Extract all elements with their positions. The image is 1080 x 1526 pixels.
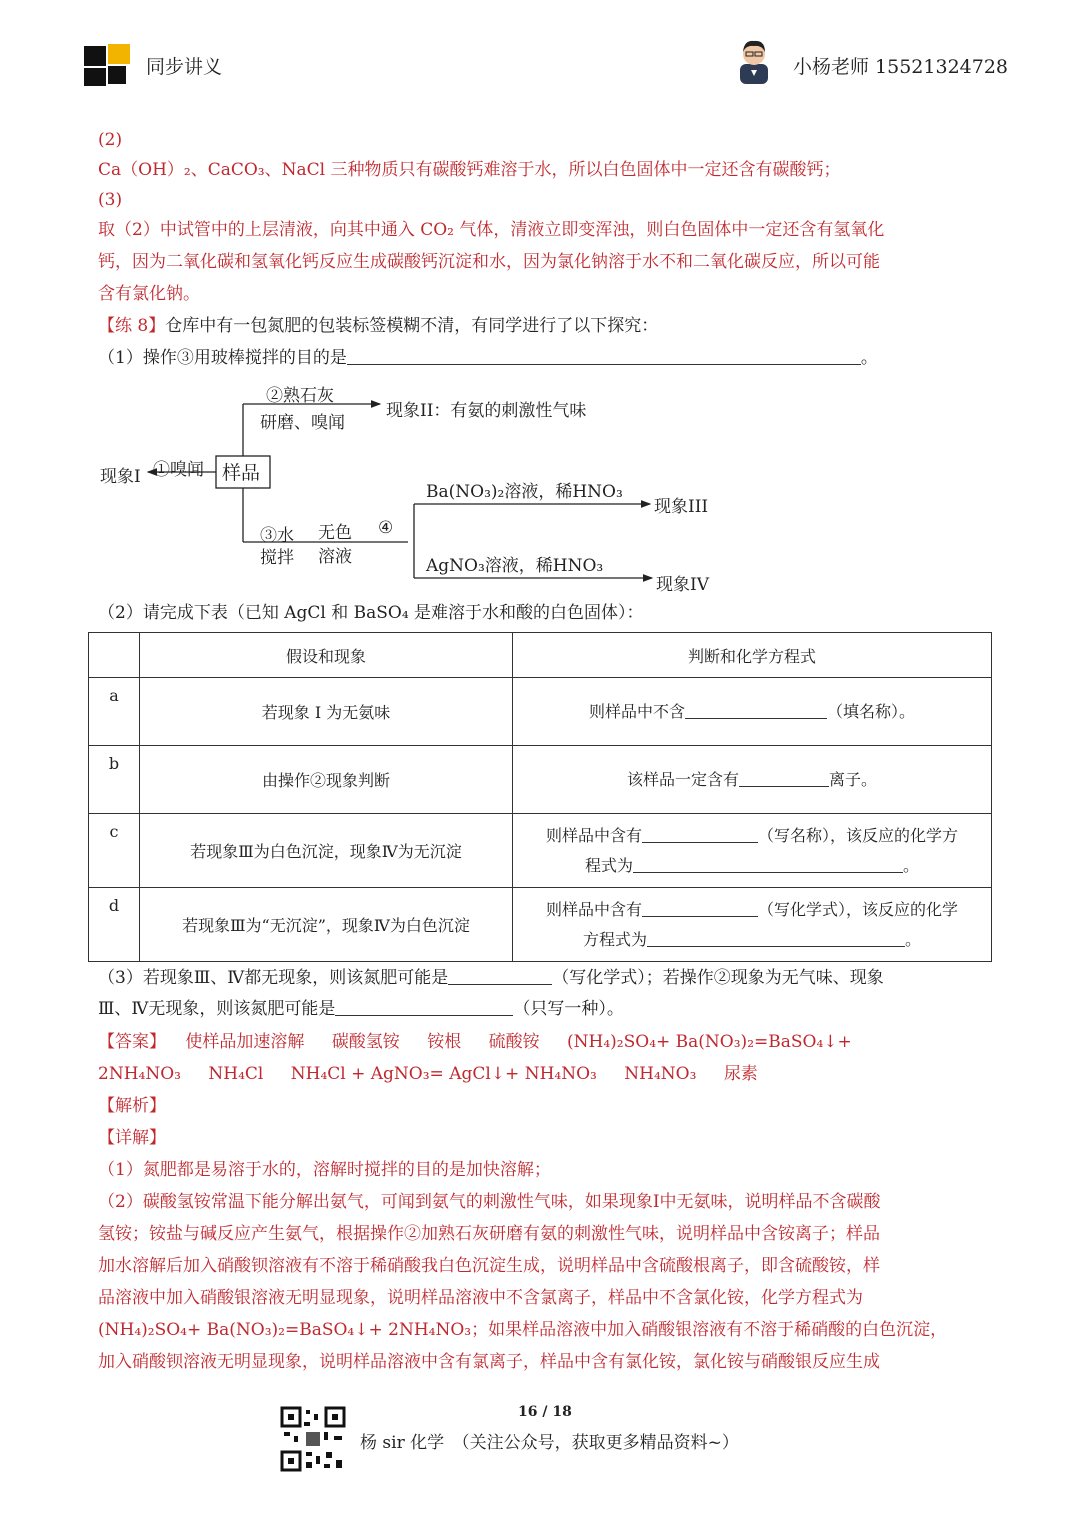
q3-text: （3）若现象Ⅲ、Ⅳ都无现象，则该氮肥可能是: [98, 968, 449, 988]
prev-p3-label: (3): [98, 190, 123, 210]
q1-blank[interactable]: [347, 348, 861, 365]
diagram-reagent3: Ba(NO₃)₂溶液，稀HNO₃: [426, 482, 623, 502]
detail-1: （1）氮肥都是易溶于水的，溶解时搅拌的目的是加快溶解；: [98, 1160, 551, 1180]
answer-item: NH₄NO₃: [624, 1064, 697, 1084]
answer-item: 铵根: [427, 1032, 462, 1052]
detail-2-line: (NH₄)₂SO₄+ Ba(NO₃)₂=BaSO₄↓+ 2NH₄NO₃；如果样品溶液中加入硝酸银溶液有不溶于稀硝酸的白色沉淀，: [98, 1320, 948, 1340]
prev-p2-label: (2): [98, 130, 123, 150]
row-hypothesis: 若现象Ⅲ为白色沉淀，现象Ⅳ为无沉淀: [140, 814, 513, 888]
judge-text: 则样品中含有: [545, 899, 642, 919]
detail-2-line: 氢铵；铵盐与碱反应产生氨气，根据操作②加熟石灰研磨有氨的刺激性气味，说明样品中含铵离子；样品: [98, 1224, 880, 1244]
prev-p2-text: Ca（OH）₂、CaCO₃、NaCl 三种物质只有碳酸钙难溶于水，所以白色固体中一定还含有碳酸钙；: [98, 160, 841, 180]
judge-text: 方程式为: [582, 929, 647, 949]
row-index: a: [89, 678, 140, 746]
qr-code-icon: [280, 1406, 346, 1472]
answer-label: 【答案】: [98, 1032, 166, 1052]
question-q3-line1: [98, 966, 884, 990]
diagram-op3-bottom: 搅拌: [260, 548, 294, 568]
answer-item: 硫酸铵: [488, 1032, 540, 1052]
q3-blank-1[interactable]: [448, 968, 552, 985]
judge-text: 。: [905, 929, 922, 949]
row-judgement: [513, 678, 992, 746]
analysis-label: 【解析】: [98, 1096, 166, 1116]
judge-text: 程式为: [584, 855, 633, 875]
fill-blank[interactable]: [685, 702, 827, 719]
judge-text: 。: [903, 855, 920, 875]
detail-2-line: （2）碳酸氢铵常温下能分解出氨气，可闻到氨气的刺激性气味，如果现象I中无氨味，说明样品不含碳酸: [98, 1192, 881, 1212]
avatar-icon: [734, 36, 774, 84]
diagram-reagent4: AgNO₃溶液，稀HNO₃: [426, 556, 604, 576]
row-judgement: [513, 746, 992, 814]
footer-text: 杨 sir 化学 （关注公众号，获取更多精品资料~）: [360, 1433, 739, 1453]
q3-text: Ⅲ、Ⅳ无现象，则该氮肥可能是: [98, 999, 336, 1019]
q3-blank-2[interactable]: [335, 999, 513, 1016]
judge-text: 则样品中不含: [588, 701, 685, 721]
diagram-solution-bottom: 溶液: [318, 547, 352, 567]
page-number: 16 / 18: [518, 1404, 572, 1420]
prev-p3-line3: 含有氯化钠。: [98, 284, 200, 304]
question-stem-line: [98, 314, 658, 338]
table-row: [89, 746, 992, 814]
judge-text: （填名称）。: [827, 701, 916, 721]
question-q3-line2: [98, 997, 624, 1021]
answer-item: 2NH₄NO₃: [98, 1064, 181, 1084]
row-hypothesis: 若现象 I 为无氨味: [140, 678, 513, 746]
judge-text: 则样品中含有: [545, 825, 642, 845]
answer-item: NH₄Cl: [208, 1064, 264, 1084]
diagram-phen1: 现象I: [100, 467, 141, 487]
table-row: [89, 678, 992, 746]
question-q1: （1）操作③用玻棒搅拌的目的是: [98, 348, 347, 368]
answer-line1: [98, 1030, 852, 1054]
table-row: [89, 814, 992, 888]
detail-2-line: 加水溶解后加入硝酸钡溶液有不溶于稀硝酸我白色沉淀生成，说明样品中含硫酸根离子，即含硫酸铵，样: [98, 1256, 880, 1276]
diagram-phen3: 现象III: [654, 497, 709, 517]
diagram-op1: ①嗅闻: [153, 460, 204, 480]
diagram-phen4: 现象IV: [656, 575, 709, 595]
row-hypothesis: 若现象Ⅲ为“无沉淀”，现象Ⅳ为白色沉淀: [140, 888, 513, 962]
header-title: 同步讲义: [146, 56, 223, 78]
q3-text: （只写一种）。: [513, 999, 624, 1019]
answer-item: 尿素: [723, 1064, 758, 1084]
question-q1-line: [98, 346, 878, 370]
fill-blank[interactable]: [633, 856, 903, 873]
fill-blank[interactable]: [647, 930, 905, 947]
detail-2-line: 品溶液中加入硝酸银溶液无明显现象，说明样品溶液中不含氯离子，样品中不含氯化铵，化学方程式为: [98, 1288, 863, 1308]
row-hypothesis: 由操作②现象判断: [140, 746, 513, 814]
judge-text: 离子。: [829, 769, 878, 789]
diagram-op4: ④: [378, 518, 394, 538]
diagram-op3-top: ③水: [260, 526, 294, 546]
table-row: [89, 888, 992, 962]
q1-end: 。: [860, 348, 878, 368]
logo-icon: [82, 42, 134, 88]
answer-line2: [98, 1062, 758, 1086]
header-teacher: 小杨老师 15521324728: [793, 56, 1009, 78]
table-header: 判断和化学方程式: [513, 633, 992, 678]
table-header: [89, 633, 140, 678]
judge-text: 该样品一定含有: [626, 769, 739, 789]
diagram-op2-top: ②熟石灰: [266, 386, 334, 406]
diagram-op2-bottom: 研磨、嗅闻: [260, 413, 345, 433]
question-q2: （2）请完成下表（已知 AgCl 和 BaSO₄ 是难溶于水和酸的白色固体）：: [98, 603, 644, 623]
row-judgement: [513, 888, 992, 962]
answer-item: NH₄Cl + AgNO₃= AgCl↓+ NH₄NO₃: [290, 1064, 597, 1084]
answer-item: 碳酸氢铵: [331, 1032, 400, 1052]
row-index: d: [89, 888, 140, 962]
diagram-phen2: 现象II：有氨的刺激性气味: [386, 401, 587, 421]
answer-item: 使样品加速溶解: [185, 1032, 305, 1052]
row-index: b: [89, 746, 140, 814]
prev-p3-line1: 取（2）中试管中的上层清液，向其中通入 CO₂ 气体，清液立即变浑浊，则白色固体中一定还含有氢氧化: [98, 220, 885, 240]
fill-blank[interactable]: [642, 826, 758, 843]
detail-label: 【详解】: [98, 1128, 166, 1148]
fill-blank[interactable]: [642, 900, 758, 917]
question-tag: 【练 8】: [98, 316, 166, 336]
diagram-solution-top: 无色: [318, 523, 352, 543]
judge-text: （写名称），该反应的化学方: [758, 825, 959, 845]
row-judgement: [513, 814, 992, 888]
table-header-row: [89, 633, 992, 678]
answer-table: [88, 632, 992, 962]
diagram-sample: 样品: [222, 462, 261, 484]
detail-2-line: 加入硝酸钡溶液无明显现象，说明样品溶液中含有氯离子，样品中含有氯化铵，氯化铵与硝酸银反应生成: [98, 1352, 880, 1372]
table-header: 假设和现象: [140, 633, 513, 678]
answer-item: (NH₄)₂SO₄+ Ba(NO₃)₂=BaSO₄↓+: [567, 1032, 852, 1052]
fill-blank[interactable]: [739, 770, 829, 787]
prev-p3-line2: 钙，因为二氧化碳和氢氧化钙反应生成碳酸钙沉淀和水，因为氯化钠溶于水不和二氧化碳反应，所以可能: [98, 252, 880, 272]
judge-text: （写化学式），该反应的化学: [758, 899, 959, 919]
row-index: c: [89, 814, 140, 888]
question-stem: 仓库中有一包氮肥的包装标签模糊不清，有同学进行了以下探究：: [165, 316, 659, 336]
q3-text: （写化学式）；若操作②现象为无气味、现象: [552, 968, 884, 988]
